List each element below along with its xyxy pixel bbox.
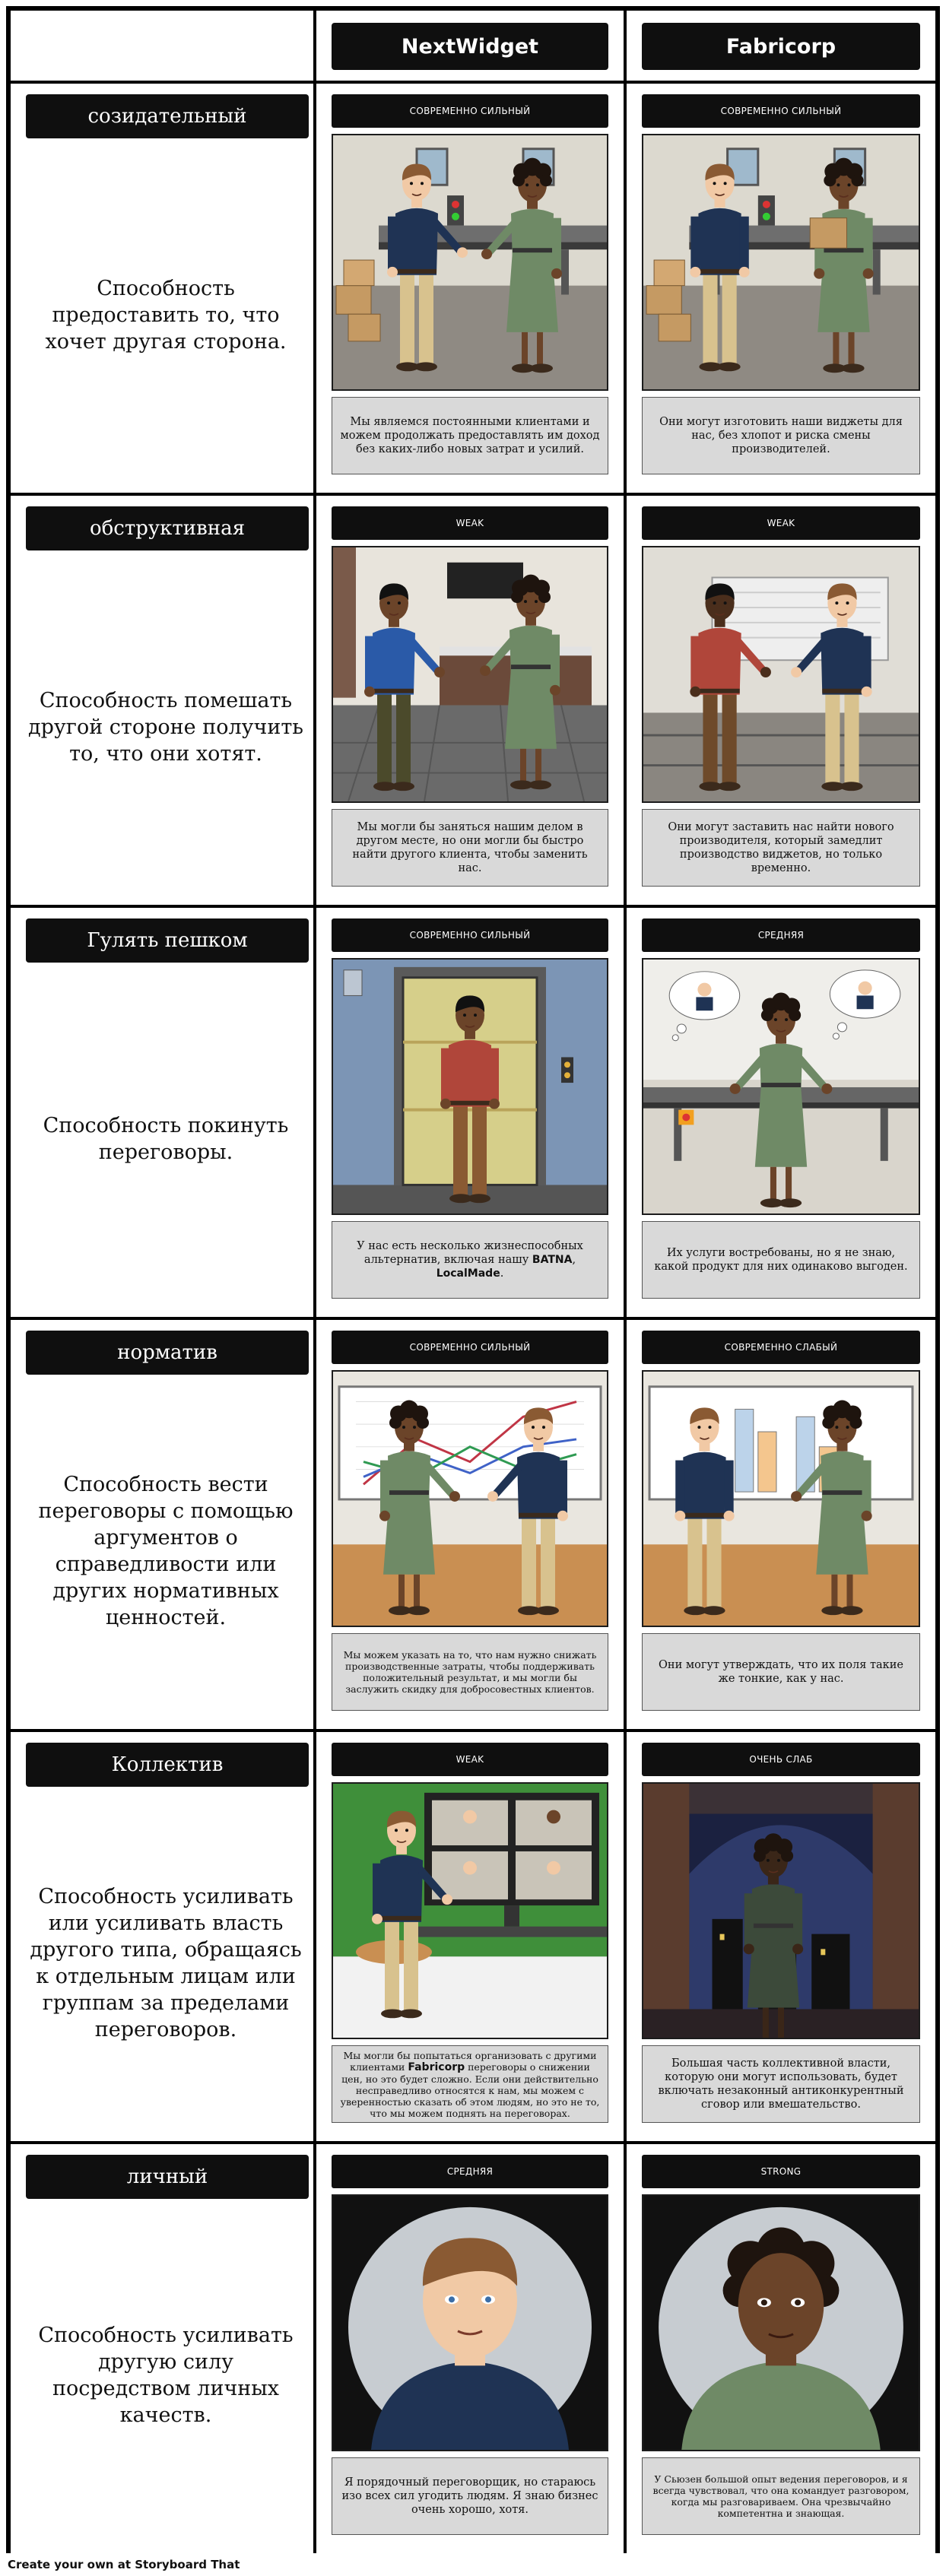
strength-badge: WEAK [332, 1743, 608, 1776]
caption-emphasis: Fabricorp [408, 2060, 465, 2073]
scene-illustration [332, 958, 608, 1215]
office-lobby-image [333, 547, 607, 801]
strength-badge: ОЧЕНЬ СЛАБ [642, 1743, 920, 1776]
row-title: личный [26, 2155, 309, 2199]
night-window-image [643, 1784, 919, 2038]
thinking-factory-image [643, 960, 919, 1213]
scene-caption: Они могут утверждать, что их поля такие же тонкие, как у нас. [642, 1633, 920, 1711]
header-nextwidget-cell [316, 11, 624, 81]
row-label-cell [11, 84, 313, 493]
header-fabricorp-cell [627, 11, 935, 81]
nextwidget-cell [316, 496, 624, 905]
row-description: Способность покинуть переговоры. [43, 1114, 289, 1164]
row-description: Способность усиливать или усиливать власть другого типа, обращаясь к отдельным лицам или группам за пределами переговоров. [30, 1885, 302, 2041]
strength-badge: СОВРЕМЕННО СИЛЬНЫЙ [332, 918, 608, 952]
caption-emphasis: BATNA [532, 1254, 573, 1266]
row-label-cell [11, 496, 313, 905]
scene-caption: Я порядочный переговорщик, но стараюсь изо всех сил угодить людям. Я знаю бизнес очень хорошо, хотя. [332, 2457, 608, 2535]
row-label-cell [11, 1732, 313, 2141]
caption-text: Мы могли бы попытаться организовать с другими клиентами [343, 2049, 597, 2073]
factory-box-image [643, 135, 919, 389]
elevator-image [333, 960, 607, 1213]
scene-caption: Большая часть коллективной власти, которую они могут использовать, будет включать незаконный антиконкурентный сговор или вмешательство. [642, 2045, 920, 2123]
power-row [6, 496, 940, 905]
scene-caption: Мы могли бы заняться нашим делом в другом месте, но они могли бы быстро найти другого клиента, чтобы заменить нас. [332, 809, 608, 887]
row-title: обструктивная [26, 506, 309, 550]
power-row [6, 1320, 940, 1729]
fabricorp-cell [627, 496, 935, 905]
nextwidget-cell [316, 1320, 624, 1729]
scene-caption [332, 2045, 608, 2123]
column-header-fabricorp: Fabricorp [642, 23, 920, 70]
scene-illustration [642, 546, 920, 803]
caption-text: . [500, 1267, 504, 1280]
nextwidget-cell [316, 1732, 624, 2141]
scene-illustration [642, 2194, 920, 2451]
strength-badge: СОВРЕМЕННО СИЛЬНЫЙ [642, 94, 920, 128]
scene-illustration [332, 546, 608, 803]
caption-emphasis: LocalMade [436, 1267, 500, 1280]
scene-caption: У Сьюзен большой опыт ведения переговоров, и я всегда чувствовал, что она командует разговором, когда мы разговариваем. Она чрезвычайно компетентна и знающая. [642, 2457, 920, 2535]
strength-badge: СРЕДНЯЯ [642, 918, 920, 952]
power-row [6, 2144, 940, 2553]
strength-badge: СРЕДНЯЯ [332, 2155, 608, 2188]
factory-machine-image [643, 547, 919, 801]
fabricorp-cell [627, 908, 935, 1317]
portrait-woman-image [643, 2196, 919, 2450]
strength-badge: СОВРЕМЕННО СИЛЬНЫЙ [332, 94, 608, 128]
scene-illustration [332, 1782, 608, 2039]
column-header-nextwidget: NextWidget [332, 23, 608, 70]
row-description: Способность усиливать другую силу посредством личных качеств. [38, 2324, 294, 2427]
row-title: Коллектив [26, 1743, 309, 1787]
row-title: норматив [26, 1331, 309, 1375]
scene-illustration [642, 958, 920, 1215]
caption-text: переговоры о снижении цен, но это будет сложно. Если они действительно несправедливо относятся к нам, мы можем с уверенностью сказать об этом людям, но это не то, что мы можем поднять на переговорах. [340, 2060, 600, 2119]
scene-illustration [642, 134, 920, 391]
video-call-image [333, 1784, 607, 2038]
power-row [6, 1732, 940, 2141]
scene-illustration [642, 1782, 920, 2039]
header-blank-cell [11, 11, 313, 81]
footer-credit: Create your own at Storyboard That [8, 2558, 240, 2571]
strength-badge: WEAK [332, 506, 608, 540]
fabricorp-cell [627, 1320, 935, 1729]
nextwidget-cell [316, 908, 624, 1317]
row-title: Гулять пешком [26, 918, 309, 963]
row-title: созидательный [26, 94, 309, 138]
strength-badge: СОВРЕМЕННО СЛАБЫЙ [642, 1331, 920, 1364]
scene-caption: Их услуги востребованы, но я не знаю, какой продукт для них одинаково выгоден. [642, 1221, 920, 1299]
fabricorp-cell [627, 2144, 935, 2553]
scene-illustration [332, 2194, 608, 2451]
row-label-cell [11, 2144, 313, 2553]
row-description: Способность помешать другой стороне получить то, что они хотят. [28, 688, 303, 766]
scene-illustration [332, 134, 608, 391]
strength-badge: STRONG [642, 2155, 920, 2188]
line-chart-image [333, 1372, 607, 1626]
nextwidget-cell [316, 2144, 624, 2553]
bar-chart-image [643, 1372, 919, 1626]
caption-text: , [572, 1254, 576, 1266]
scene-caption: Они могут заставить нас найти нового производителя, который замедлит производство виджетов, но только временно. [642, 809, 920, 887]
row-label-cell [11, 1320, 313, 1729]
power-row [6, 908, 940, 1317]
nextwidget-cell [316, 84, 624, 493]
strength-badge: СОВРЕМЕННО СИЛЬНЫЙ [332, 1331, 608, 1364]
caption-text: У нас есть несколько жизнеспособных альтернатив, включая нашу [357, 1240, 583, 1266]
scene-caption: Они могут изготовить наши виджеты для нас, без хлопот и риска смены производителей. [642, 397, 920, 474]
row-label-cell [11, 908, 313, 1317]
power-row [6, 84, 940, 493]
scene-illustration [642, 1370, 920, 1627]
row-description: Способность предоставить то, что хочет другая сторона. [45, 276, 287, 354]
portrait-man-image [333, 2196, 607, 2450]
scene-illustration [332, 1370, 608, 1627]
scene-caption [332, 1221, 608, 1299]
fabricorp-cell [627, 84, 935, 493]
strength-badge: WEAK [642, 506, 920, 540]
scene-caption: Мы можем указать на то, что нам нужно снижать производственные затраты, чтобы поддерживать положительный результат, и мы могли бы заслужить скидку для добросовестных клиентов. [332, 1633, 608, 1711]
fabricorp-cell [627, 1732, 935, 2141]
storyboard-grid [6, 6, 940, 2553]
scene-caption: Мы являемся постоянными клиентами и можем продолжать предоставлять им доход без каких-либо новых затрат и усилий. [332, 397, 608, 474]
row-description: Способность вести переговоры с помощью аргументов о справедливости или других нормативных ценностей. [38, 1473, 294, 1629]
factory-handshake-image [333, 135, 607, 389]
